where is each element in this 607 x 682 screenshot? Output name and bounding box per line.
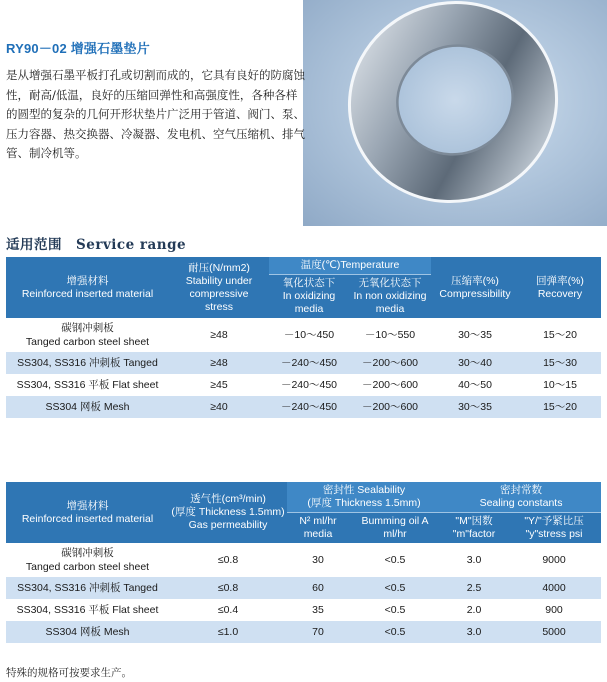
header-sealing-constants: 密封常数 Sealing constants [441,482,601,513]
table-row [6,543,601,577]
non-oxidizing-cell: －200～600 [349,396,431,418]
footnote: 特殊的规格可按要求生产。 [6,667,132,679]
m-factor-cell: 2.0 [441,599,507,621]
y-stress-cell: 5000 [507,621,601,643]
oil-cell: <0.5 [349,621,441,643]
header-non-oxidizing: 无氧化状态下 In non oxidizing media [349,275,431,319]
table-row [6,621,601,643]
header-oil: Bumming oil A ml/hr [349,513,441,544]
header-pressure: 耐压(N/mm2) Stability under compressive stress [169,257,269,318]
material-cell: 碳钢冲刺板 Tanged carbon steel sheet [6,543,169,577]
header-oxidizing: 氧化状态下 In oxidizing media [269,275,349,319]
m-factor-cell: 3.0 [441,543,507,577]
material-cell: SS304, SS316 冲刺板 Tanged [6,352,169,374]
material-cell: SS304, SS316 平板 Flat sheet [6,374,169,396]
compressibility-cell: 40～50 [431,374,519,396]
service-range-table [6,257,601,418]
header-material: 增强材料 Reinforced inserted material [6,482,169,543]
pressure-cell: ≥48 [169,352,269,374]
gasket-ring-image [303,0,607,226]
compressibility-cell: 30～35 [431,318,519,352]
recovery-cell: 15～20 [519,396,601,418]
material-cell: SS304 网板 Mesh [6,621,169,643]
recovery-cell: 15～30 [519,352,601,374]
pressure-cell: ≥40 [169,396,269,418]
n2-cell: 30 [287,543,349,577]
oil-cell: <0.5 [349,577,441,599]
material-cell: SS304 网板 Mesh [6,396,169,418]
m-factor-cell: 3.0 [441,621,507,643]
gasket-photo [303,0,607,226]
recovery-cell: 10～15 [519,374,601,396]
table-row [6,577,601,599]
sealing-properties-table [6,482,601,643]
material-cell: 碳钢冲刺板 Tanged carbon steel sheet [6,318,169,352]
header-sealability: 密封性 Sealability (厚度 Thickness 1.5mm) [287,482,441,513]
n2-cell: 60 [287,577,349,599]
header-n2: N² ml/hr media [287,513,349,544]
oil-cell: <0.5 [349,599,441,621]
header-permeability: 透气性(cm³/min) (厚度 Thickness 1.5mm) Gas permeability [169,482,287,543]
compressibility-cell: 30～35 [431,396,519,418]
permeability-cell: ≤0.8 [169,577,287,599]
oil-cell: <0.5 [349,543,441,577]
header-material: 增强材料 Reinforced inserted material [6,257,169,318]
oxidizing-cell: －240～450 [269,374,349,396]
y-stress-cell: 900 [507,599,601,621]
m-factor-cell: 2.5 [441,577,507,599]
non-oxidizing-cell: －10～550 [349,318,431,352]
permeability-cell: ≤0.4 [169,599,287,621]
oxidizing-cell: －10～450 [269,318,349,352]
header-y-stress: "Y/"予紧比压 "y"stress psi [507,513,601,544]
recovery-cell: 15～20 [519,318,601,352]
table-row [6,318,601,352]
non-oxidizing-cell: －200～600 [349,352,431,374]
header-m-factor: "M"因数 "m"factor [441,513,507,544]
section-heading: 适用范围 Service range [6,237,187,253]
n2-cell: 35 [287,599,349,621]
pressure-cell: ≥48 [169,318,269,352]
y-stress-cell: 4000 [507,577,601,599]
permeability-cell: ≤0.8 [169,543,287,577]
compressibility-cell: 30～40 [431,352,519,374]
table-row [6,396,601,418]
product-description: 是从增强石墨平板打孔或切割而成的，它具有良好的防腐蚀性，耐高/低温，良好的压缩回弹性和高强度性，各种各样的圆型的复杂的几何开形状垫片广泛用于管道、阀门、泵、压力容器、热交换器、冷凝器、发电机、空气压缩机、排气管、制冷机等。 [6,68,305,160]
oxidizing-cell: －240～450 [269,352,349,374]
permeability-cell: ≤1.0 [169,621,287,643]
header-temperature: 温度(℃)Temperature [269,257,431,275]
non-oxidizing-cell: －200～600 [349,374,431,396]
product-title: RY90－02 增强石墨垫片 [6,41,150,56]
y-stress-cell: 9000 [507,543,601,577]
header-compressibility: 压缩率(%) Compressibility [431,257,519,318]
oxidizing-cell: －240～450 [269,396,349,418]
n2-cell: 70 [287,621,349,643]
table-row [6,352,601,374]
pressure-cell: ≥45 [169,374,269,396]
table-row [6,374,601,396]
table-row [6,599,601,621]
material-cell: SS304, SS316 冲刺板 Tanged [6,577,169,599]
material-cell: SS304, SS316 平板 Flat sheet [6,599,169,621]
header-recovery: 回弹率(%) Recovery [519,257,601,318]
